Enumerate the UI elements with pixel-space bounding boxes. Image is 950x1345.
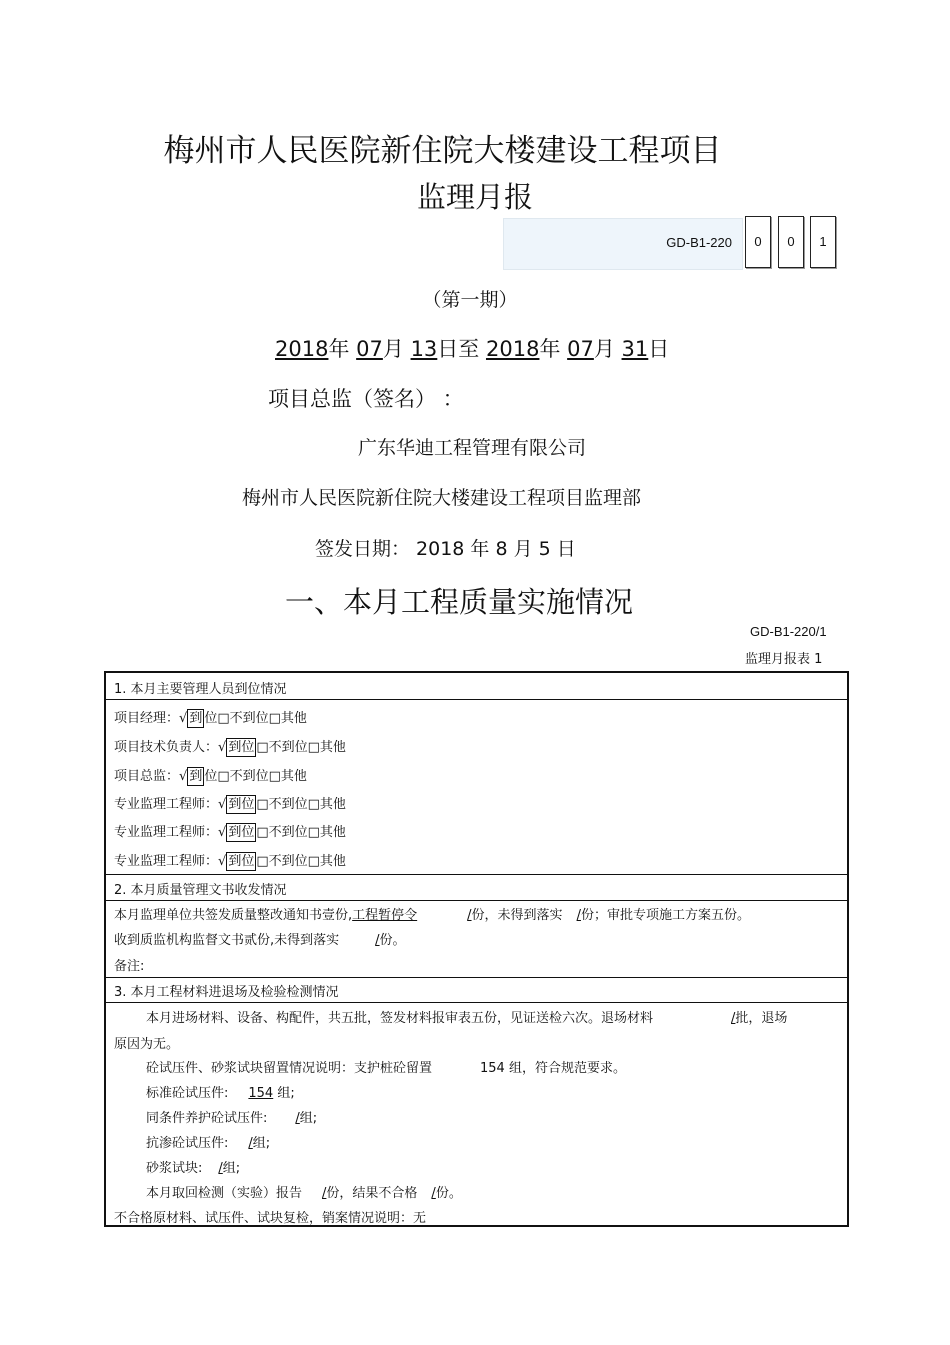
section1-header-row bbox=[106, 673, 847, 699]
form-code: GD-B1-220 bbox=[666, 235, 732, 250]
issue-date: 签发日期： 2018 年 8 月 5 日 bbox=[315, 538, 576, 560]
section3-header: 3. 本月工程材料进退场及检验检测情况 bbox=[114, 985, 339, 1000]
documents-line-2: 收到质监机构监督文书贰份,未得到落实 /份。 bbox=[114, 933, 406, 948]
documents-remark: 备注: bbox=[114, 959, 145, 974]
section1-header: 1. 本月主要管理人员到位情况 bbox=[114, 682, 287, 697]
staff-row: 项目总监：√ 到 位□不到位□其他 bbox=[114, 769, 307, 784]
form-digit-3: 1 bbox=[810, 216, 836, 268]
staff-row: 专业监理工程师：√ 到位 □不到位□其他 bbox=[114, 825, 346, 840]
company-name: 广东华迪工程管理有限公司 bbox=[358, 437, 587, 459]
form-code-box bbox=[503, 218, 743, 270]
form-digit-2: 0 bbox=[778, 216, 804, 268]
cured-specimens: 同条件养护砼试压件: /组; bbox=[146, 1111, 318, 1126]
documents-line-1: 本月监理单位共签发质量整改通知书壹份,工程暂停令 /份，未得到落实 /份；审批专项施工方案五份。 bbox=[114, 908, 750, 923]
section-title: 一、本月工程质量实施情况 bbox=[285, 585, 634, 619]
from-day: 13 bbox=[410, 337, 438, 361]
monthly-report-table bbox=[104, 671, 849, 1227]
standard-specimens: 标准砼试压件: 154 组; bbox=[146, 1086, 295, 1101]
end-label: 日 bbox=[648, 337, 670, 361]
materials-line-1: 本月进场材料、设备、构配件，共五批，签发材料报审表五份，见证送检六次。退场材料 /批，退场 bbox=[146, 1011, 788, 1026]
to-day: 31 bbox=[621, 337, 649, 361]
report-period bbox=[275, 333, 669, 363]
department-name: 梅州市人民医院新住院大楼建设工程项目监理部 bbox=[242, 487, 642, 509]
from-year: 2018 bbox=[275, 337, 329, 361]
staff-row: 项目技术负责人：√ 到位 □不到位□其他 bbox=[114, 740, 346, 755]
form-name: 监理月报表 1 bbox=[745, 652, 823, 667]
report-title: 监理月报 bbox=[416, 180, 533, 214]
to-year: 2018 bbox=[485, 337, 540, 361]
to-month: 07 bbox=[567, 337, 594, 361]
impermeability-specimens: 抗渗砼试压件: /组; bbox=[146, 1136, 271, 1151]
issue-number: （第一期） bbox=[422, 289, 518, 311]
section2-header: 2. 本月质量管理文书收发情况 bbox=[114, 883, 287, 898]
mortar-specimens: 砂浆试块: /组; bbox=[146, 1161, 241, 1176]
staff-row: 专业监理工程师：√ 到位 □不到位□其他 bbox=[114, 797, 346, 812]
month-label: 月 bbox=[593, 337, 615, 361]
materials-line-2: 原因为无。 bbox=[114, 1037, 180, 1052]
form-reference: GD-B1-220/1 bbox=[750, 624, 827, 639]
form-digit-1: 0 bbox=[745, 216, 771, 268]
staff-row: 项目经理：√ 到 位□不到位□其他 bbox=[114, 711, 307, 726]
project-title: 梅州市人民医院新住院大楼建设工程项目 bbox=[163, 133, 722, 169]
specimen-summary: 砼试压件、砂浆试块留置情况说明：支护桩砼留置 154 组，符合规范要求。 bbox=[146, 1061, 626, 1076]
staff-row: 专业监理工程师：√ 到位 □不到位□其他 bbox=[114, 854, 346, 869]
test-reports: 本月取回检测（实验）报告 /份，结果不合格 /份。 bbox=[146, 1186, 462, 1201]
to-label: 日至 bbox=[437, 337, 480, 361]
director-signature-label: 项目总监（签名） ： bbox=[268, 387, 464, 411]
nonconformance-note: 不合格原材料、试压件、试块复检，销案情况说明：无 bbox=[114, 1211, 427, 1226]
year-label: 年 bbox=[328, 337, 350, 361]
from-month: 07 bbox=[356, 337, 383, 361]
year-label: 年 bbox=[539, 337, 561, 361]
month-label: 月 bbox=[382, 337, 404, 361]
